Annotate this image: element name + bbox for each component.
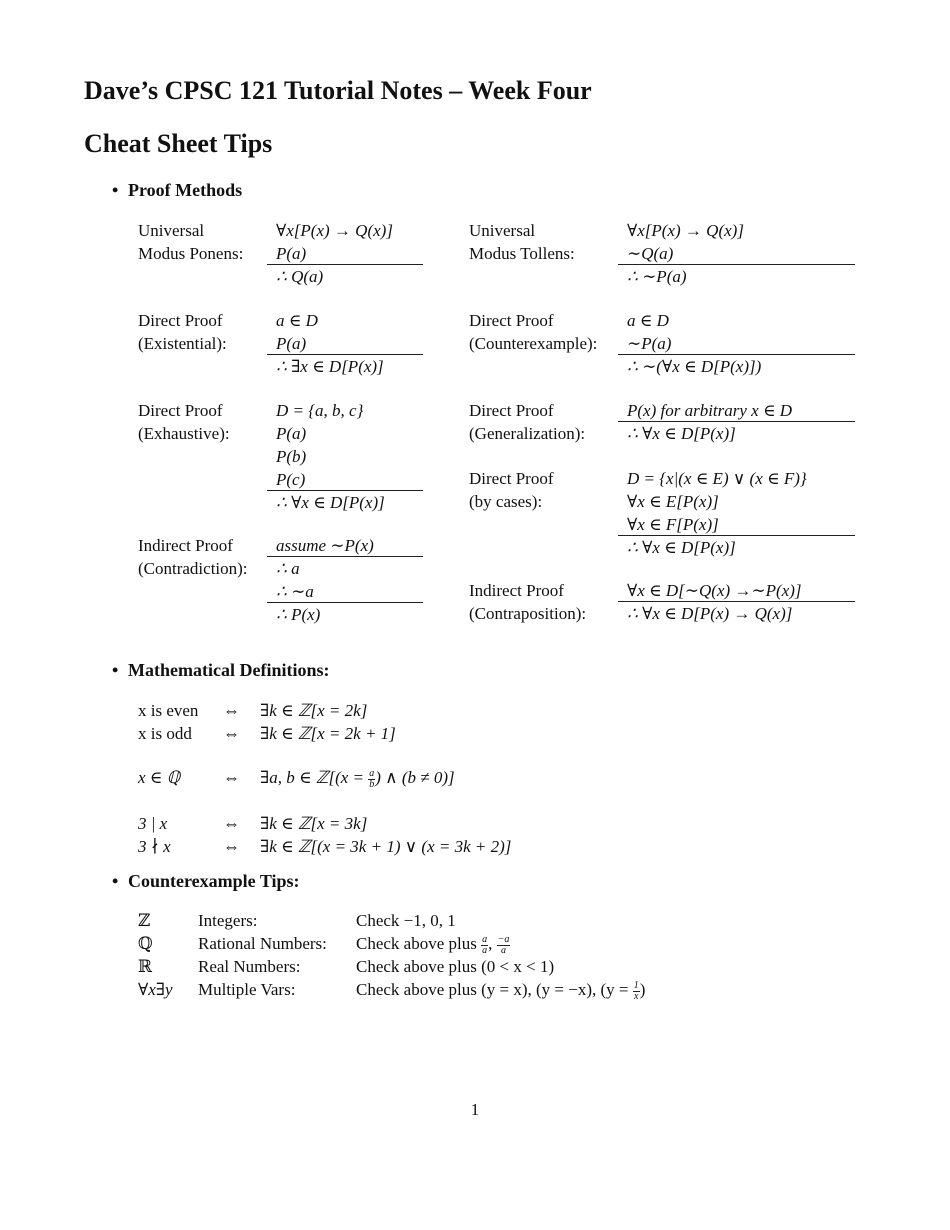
bullet-icon: • <box>112 660 119 680</box>
rule-body: ∀x ∈ D[∼Q(x) →∼P(x)] ∴ ∀x ∈ D[P(x) → Q(x)] <box>618 579 855 625</box>
fraction: $\frac{a}{a}$ <box>482 933 488 956</box>
fraction: $\frac{-a}{a}$ <box>497 933 510 956</box>
definitions-heading: Mathematical Definitions: <box>128 660 330 680</box>
bullet-counterexample <box>112 871 300 892</box>
bullet-icon: • <box>112 180 119 200</box>
rule-label: Universal Modus Ponens: <box>138 221 244 263</box>
bullet-icon: • <box>112 871 119 891</box>
section-title: Cheat Sheet Tips <box>84 129 273 158</box>
counterexample-heading: Counterexample Tips: <box>128 871 300 891</box>
rule-body: a ∈ D P(a) ∴ ∃x ∈ D[P(x)] <box>267 309 423 378</box>
rule-label: Direct Proof (Counterexample): <box>469 311 598 353</box>
rule-body: assume ∼P(x) ∴ a ∴ ∼a ∴ P(x) <box>267 534 423 626</box>
rule-body: P(x) for arbitrary x ∈ D ∴ ∀x ∈ D[P(x)] <box>618 399 855 445</box>
rule-body: ∀x[P(x) → Q(x)] ∼Q(a) ∴ ∼P(a) <box>618 219 855 288</box>
rule-body: ∀x[P(x) → Q(x)] P(a) ∴ Q(a) <box>267 219 423 288</box>
bullet-proof-methods <box>112 180 242 201</box>
proof-methods-heading: Proof Methods <box>128 180 243 200</box>
rule-label: Direct Proof (Existential): <box>138 311 227 353</box>
fraction: $\frac{1}{x}$ <box>633 979 639 1002</box>
rule-label: Direct Proof (Generalization): <box>469 401 586 443</box>
bullet-definitions <box>112 660 329 681</box>
rule-body: a ∈ D ∼P(a) ∴ ∼(∀x ∈ D[P(x)]) <box>618 309 855 378</box>
rule-label: Direct Proof (by cases): <box>469 469 554 511</box>
rule-label: Indirect Proof (Contradiction): <box>138 536 248 578</box>
rule-label: Direct Proof (Exhaustive): <box>138 401 230 443</box>
rule-label: Universal Modus Tollens: <box>469 221 575 263</box>
page-number: 1 <box>470 1100 480 1119</box>
rule-body: D = {x|(x ∈ E) ∨ (x ∈ F)} ∀x ∈ E[P(x)] ∀x ∈ F[P(x)] ∴ ∀x ∈ D[P(x)] <box>618 467 855 559</box>
fraction: $\frac{a}{b}$ <box>369 767 375 790</box>
rule-label: Indirect Proof (Contraposition): <box>469 581 587 623</box>
rule-body: D = {a, b, c} P(a) P(b) P(c) ∴ ∀x ∈ D[P(x)] <box>267 399 423 514</box>
page-title: Dave’s CPSC 121 Tutorial Notes – Week Four <box>84 76 592 105</box>
